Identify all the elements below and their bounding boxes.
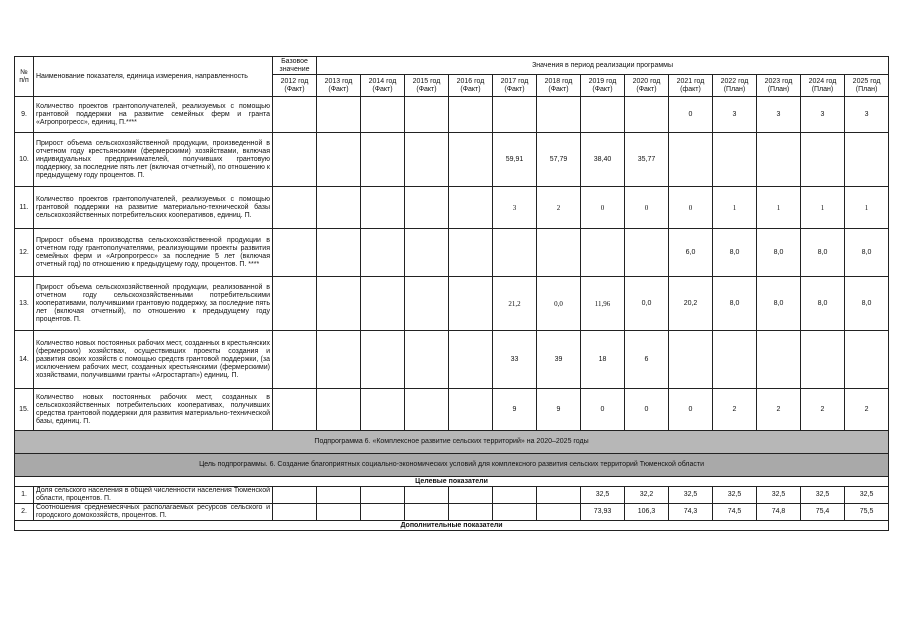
value-cell — [317, 187, 361, 229]
value-cell — [449, 277, 493, 331]
table-row — [15, 487, 889, 504]
value-cell — [757, 331, 801, 389]
indicator-name: Прирост объема сельскохозяйственной продукции, произведенной в отчетном году крестьянскими (фермерскими) хозяйствами, включая индивидуальных предпринимателей, получивших грантовую поддержку, за последние пять лет (включая отчетный), по отношению к предыдущему году процентов. П. — [34, 133, 273, 187]
value-cell: 75,5 — [845, 504, 889, 521]
value-cell: 0,0 — [625, 277, 669, 331]
value-cell: 59,91 — [493, 133, 537, 187]
value-cell — [669, 331, 713, 389]
value-cell: 39 — [537, 331, 581, 389]
indicator-name: Доля сельского населения в общей численности населения Тюменской области, процентов. П. — [34, 487, 273, 504]
value-cell — [405, 133, 449, 187]
value-cell — [493, 97, 537, 133]
value-cell: 33 — [493, 331, 537, 389]
value-cell: 18 — [581, 331, 625, 389]
value-cell — [537, 504, 581, 521]
value-cell — [801, 331, 845, 389]
row-number: 9. — [15, 97, 34, 133]
value-cell: 8,0 — [845, 277, 889, 331]
value-cell — [317, 133, 361, 187]
value-cell — [845, 331, 889, 389]
table-row — [15, 97, 889, 133]
value-cell — [317, 389, 361, 431]
value-cell: 3 — [845, 97, 889, 133]
value-cell: 2 — [713, 389, 757, 431]
value-cell: 1 — [845, 187, 889, 229]
value-cell: 20,2 — [669, 277, 713, 331]
value-cell: 3 — [713, 97, 757, 133]
value-cell: 8,0 — [801, 229, 845, 277]
row-number: 10. — [15, 133, 34, 187]
value-cell — [361, 277, 405, 331]
value-cell — [449, 133, 493, 187]
table-row — [15, 187, 889, 229]
value-cell: 0 — [669, 187, 713, 229]
subprogram-title: Подпрограмма 6. «Комплексное развитие сельских территорий» на 2020–2025 годы — [15, 431, 889, 454]
value-cell: 0 — [669, 97, 713, 133]
table-row — [15, 277, 889, 331]
value-cell — [713, 331, 757, 389]
value-cell — [317, 331, 361, 389]
value-cell — [405, 389, 449, 431]
year-header: 2019 год (Факт) — [581, 75, 625, 97]
value-cell: 3 — [493, 187, 537, 229]
indicator-name: Количество проектов грантополучателей, реализуемых с помощью грантовой поддержки на развитие материально-технической базы сельскохозяйственных потребительских кооперативов, единиц. П. — [34, 187, 273, 229]
value-cell — [273, 504, 317, 521]
value-cell — [713, 133, 757, 187]
value-cell — [493, 229, 537, 277]
row-number: 12. — [15, 229, 34, 277]
value-cell: 32,5 — [713, 487, 757, 504]
value-cell — [801, 133, 845, 187]
value-cell: 3 — [757, 97, 801, 133]
value-cell — [449, 389, 493, 431]
year-header: 2018 год (Факт) — [537, 75, 581, 97]
table-row — [15, 389, 889, 431]
col-header-base: Базовое значение — [273, 57, 317, 75]
value-cell — [273, 187, 317, 229]
extra-indicators-label: Дополнительные показатели — [15, 521, 889, 531]
year-header: 2024 год (План) — [801, 75, 845, 97]
value-cell — [317, 504, 361, 521]
value-cell: 74,8 — [757, 504, 801, 521]
value-cell: 6 — [625, 331, 669, 389]
indicator-name: Количество новых постоянных рабочих мест, созданных в крестьянских (фермерских) хозяйствах, осуществивших проекты создания и развития своих хозяйств с помощью средств грантовой поддержки, (за исключением рабочих мест, созданных крестьянскими (фермерскими) хозяйствами, получившими гранты «Агростартап») единиц. П. — [34, 331, 273, 389]
value-cell — [537, 487, 581, 504]
value-cell — [669, 133, 713, 187]
value-cell: 1 — [757, 187, 801, 229]
value-cell: 9 — [493, 389, 537, 431]
value-cell: 32,5 — [757, 487, 801, 504]
value-cell — [273, 97, 317, 133]
value-cell — [625, 97, 669, 133]
value-cell: 9 — [537, 389, 581, 431]
value-cell: 74,5 — [713, 504, 757, 521]
value-cell — [361, 504, 405, 521]
indicator-name: Количество новых постоянных рабочих мест, созданных в сельскохозяйственных потребительских кооперативах, получивших средства грантовой поддержки для развития материально-технической базы, единиц. П. — [34, 389, 273, 431]
table-row — [15, 229, 889, 277]
value-cell: 8,0 — [801, 277, 845, 331]
value-cell: 11,96 — [581, 277, 625, 331]
value-cell — [361, 487, 405, 504]
value-cell — [845, 133, 889, 187]
value-cell: 32,5 — [669, 487, 713, 504]
row-number: 2. — [15, 504, 34, 521]
row-number: 11. — [15, 187, 34, 229]
year-header: 2017 год (Факт) — [493, 75, 537, 97]
table-row — [15, 133, 889, 187]
value-cell — [317, 97, 361, 133]
value-cell — [581, 97, 625, 133]
value-cell — [405, 277, 449, 331]
value-cell: 0 — [581, 389, 625, 431]
value-cell: 8,0 — [713, 277, 757, 331]
goal-title: Цель подпрограммы. 6. Создание благоприятных социально-экономических условий для комплексного развития сельских территорий Тюменской области — [15, 454, 889, 477]
col-header-name: Наименование показателя, единица измерения, направленность — [34, 57, 273, 97]
value-cell — [273, 229, 317, 277]
value-cell — [317, 277, 361, 331]
value-cell — [537, 97, 581, 133]
indicator-name: Прирост объема сельскохозяйственной продукции, реализованной в отчетном году сельскохозяйственными потребительскими кооперативами, получившими грантовую поддержку, за последние пять лет (включая отчетный), по отношению к предыдущему году процентов. П. — [34, 277, 273, 331]
value-cell — [449, 504, 493, 521]
value-cell: 75,4 — [801, 504, 845, 521]
indicator-name: Прирост объема производства сельскохозяйственной продукции в отчетном году грантополучателями, реализующими проекты развития семейных ферм и «Агропрогресс» за последние 5 лет (включая отчетный год) по отношению к предыдущему году, процентов. П. **** — [34, 229, 273, 277]
value-cell: 0,0 — [537, 277, 581, 331]
value-cell — [361, 389, 405, 431]
value-cell — [273, 389, 317, 431]
row-number: 15. — [15, 389, 34, 431]
value-cell — [317, 229, 361, 277]
indicator-name: Соотношения среднемесячных располагаемых ресурсов сельского и городского домохозяйств, процентов. П. — [34, 504, 273, 521]
value-cell — [361, 97, 405, 133]
value-cell — [273, 487, 317, 504]
value-cell — [361, 133, 405, 187]
value-cell: 2 — [757, 389, 801, 431]
value-cell: 8,0 — [845, 229, 889, 277]
value-cell — [273, 277, 317, 331]
value-cell — [273, 133, 317, 187]
value-cell: 0 — [669, 389, 713, 431]
value-cell — [361, 187, 405, 229]
value-cell — [537, 229, 581, 277]
year-header: 2013 год (Факт) — [317, 75, 361, 97]
value-cell: 32,2 — [625, 487, 669, 504]
year-header: 2014 год (Факт) — [361, 75, 405, 97]
col-header-period: Значения в период реализации программы — [317, 57, 889, 75]
col-header-no: № п/п — [15, 57, 34, 97]
value-cell: 8,0 — [757, 229, 801, 277]
value-cell — [493, 487, 537, 504]
value-cell: 38,40 — [581, 133, 625, 187]
value-cell: 3 — [801, 97, 845, 133]
value-cell: 32,5 — [845, 487, 889, 504]
value-cell — [625, 229, 669, 277]
value-cell: 8,0 — [757, 277, 801, 331]
indicator-name: Количество проектов грантополучателей, реализуемых с помощью грантовой поддержки на развитие семейных ферм и гранта «Агропрогресс», единиц, П.**** — [34, 97, 273, 133]
value-cell — [317, 487, 361, 504]
value-cell: 2 — [537, 187, 581, 229]
year-header: 2016 год (Факт) — [449, 75, 493, 97]
value-cell: 6,0 — [669, 229, 713, 277]
value-cell — [449, 487, 493, 504]
value-cell: 73,93 — [581, 504, 625, 521]
value-cell: 106,3 — [625, 504, 669, 521]
value-cell: 35,77 — [625, 133, 669, 187]
value-cell: 21,2 — [493, 277, 537, 331]
value-cell: 1 — [801, 187, 845, 229]
indicators-table — [14, 56, 889, 531]
value-cell: 74,3 — [669, 504, 713, 521]
value-cell: 8,0 — [713, 229, 757, 277]
value-cell — [405, 187, 449, 229]
value-cell — [449, 331, 493, 389]
value-cell: 57,79 — [537, 133, 581, 187]
year-header: 2023 год (План) — [757, 75, 801, 97]
value-cell — [405, 504, 449, 521]
value-cell: 32,5 — [581, 487, 625, 504]
year-header: 2025 год (План) — [845, 75, 889, 97]
year-header: 2021 год (факт) — [669, 75, 713, 97]
value-cell — [449, 97, 493, 133]
value-cell — [449, 229, 493, 277]
year-header: 2015 год (Факт) — [405, 75, 449, 97]
value-cell: 2 — [801, 389, 845, 431]
row-number: 13. — [15, 277, 34, 331]
target-indicators-label: Целевые показатели — [15, 477, 889, 487]
value-cell — [405, 487, 449, 504]
value-cell: 1 — [713, 187, 757, 229]
value-cell: 0 — [581, 187, 625, 229]
year-header: 2020 год (Факт) — [625, 75, 669, 97]
row-number: 14. — [15, 331, 34, 389]
value-cell — [581, 229, 625, 277]
value-cell: 0 — [625, 389, 669, 431]
table-row — [15, 504, 889, 521]
table-row — [15, 331, 889, 389]
value-cell: 32,5 — [801, 487, 845, 504]
value-cell — [405, 229, 449, 277]
year-header: 2012 год (Факт) — [273, 75, 317, 97]
value-cell — [361, 229, 405, 277]
value-cell: 0 — [625, 187, 669, 229]
value-cell — [757, 133, 801, 187]
value-cell — [361, 331, 405, 389]
value-cell — [449, 187, 493, 229]
value-cell — [405, 331, 449, 389]
value-cell — [273, 331, 317, 389]
value-cell — [405, 97, 449, 133]
year-header: 2022 год (План) — [713, 75, 757, 97]
value-cell: 2 — [845, 389, 889, 431]
value-cell — [493, 504, 537, 521]
row-number: 1. — [15, 487, 34, 504]
